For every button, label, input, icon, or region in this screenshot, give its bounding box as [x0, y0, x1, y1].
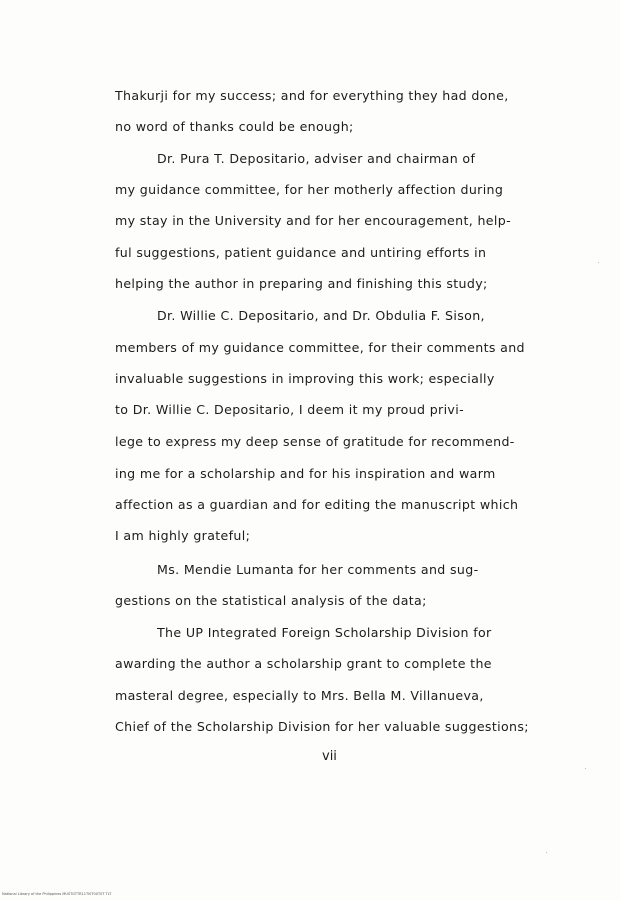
text-line: gestions on the statistical analysis of the data;	[115, 593, 427, 608]
text-line: no word of thanks could be enough;	[115, 119, 354, 134]
text-line: helping the author in preparing and finishing this study;	[115, 276, 488, 291]
text-line: ful suggestions, patient guidance and untiring efforts in	[115, 245, 487, 260]
archive-footer: National Library of the Philippines MUSTGTTR11TI0T00T0T TLT	[2, 892, 112, 896]
paper-speck	[598, 262, 599, 263]
text-line: Dr. Willie C. Depositario, and Dr. Obdulia F. Sison,	[157, 308, 485, 323]
text-line: lege to express my deep sense of gratitude for recommend-	[115, 434, 515, 449]
text-line: awarding the author a scholarship grant to complete the	[115, 656, 492, 671]
text-line: members of my guidance committee, for their comments and	[115, 340, 525, 355]
text-line: The UP Integrated Foreign Scholarship Division for	[157, 625, 492, 640]
text-line: ing me for a scholarship and for his inspiration and warm	[115, 466, 496, 481]
text-line: Ms. Mendie Lumanta for her comments and sug-	[157, 562, 479, 577]
text-line: masteral degree, especially to Mrs. Bella M. Villanueva,	[115, 688, 484, 703]
text-line: I am highly grateful;	[115, 528, 251, 543]
text-line: invaluable suggestions in improving this work; especially	[115, 371, 495, 386]
text-line: to Dr. Willie C. Depositario, I deem it my proud privi-	[115, 402, 464, 417]
text-line: my stay in the University and for her encouragement, help-	[115, 213, 511, 228]
text-line: Chief of the Scholarship Division for her valuable suggestions;	[115, 719, 529, 734]
paper-speck	[546, 852, 547, 853]
text-line: Dr. Pura T. Depositario, adviser and chairman of	[157, 151, 476, 166]
page-number: vii	[322, 749, 337, 764]
text-line: affection as a guardian and for editing the manuscript which	[115, 497, 519, 512]
text-line: Thakurji for my success; and for everything they had done,	[115, 88, 509, 103]
text-line: my guidance committee, for her motherly affection during	[115, 182, 504, 197]
paper-speck	[585, 768, 586, 769]
